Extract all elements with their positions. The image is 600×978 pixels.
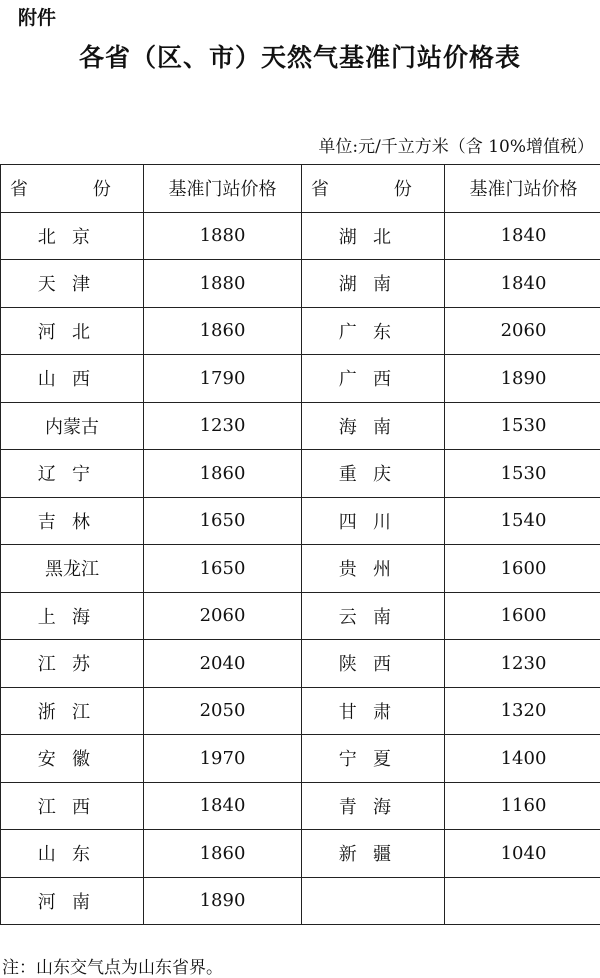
cell-province-left: 辽宁 [1, 450, 144, 498]
cell-price-left: 2050 [144, 687, 302, 735]
table-row [1, 355, 600, 403]
header-province-left: 省 份 [1, 165, 144, 213]
cell-price-right: 1840 [445, 260, 600, 308]
table-row [1, 735, 600, 783]
cell-province-left: 内蒙古 [1, 402, 144, 450]
header-price-left: 基准门站价格 [144, 165, 302, 213]
cell-price-left: 2060 [144, 592, 302, 640]
cell-price-right: 1230 [445, 640, 600, 688]
cell-price-right: 1040 [445, 830, 600, 878]
cell-price-left: 1890 [144, 877, 302, 925]
cell-province-left: 山东 [1, 830, 144, 878]
cell-price-left: 1790 [144, 355, 302, 403]
header-province-right: 省 份 [302, 165, 445, 213]
cell-province-right: 重庆 [302, 450, 445, 498]
table-row [1, 830, 600, 878]
cell-province-left: 安徽 [1, 735, 144, 783]
cell-province-right: 湖北 [302, 212, 445, 260]
cell-price-right: 2060 [445, 307, 600, 355]
table-row [1, 450, 600, 498]
cell-price-right [445, 877, 600, 925]
cell-price-right: 1530 [445, 450, 600, 498]
table-row [1, 687, 600, 735]
cell-province-left: 浙江 [1, 687, 144, 735]
table-row [1, 545, 600, 593]
table-row [1, 402, 600, 450]
cell-province-right: 甘肃 [302, 687, 445, 735]
table-row [1, 307, 600, 355]
price-table [0, 164, 600, 925]
cell-price-left: 1880 [144, 260, 302, 308]
cell-province-left: 天津 [1, 260, 144, 308]
cell-province-right: 贵州 [302, 545, 445, 593]
cell-province-right: 广东 [302, 307, 445, 355]
table-row [1, 640, 600, 688]
cell-price-right: 1600 [445, 592, 600, 640]
cell-province-left: 吉林 [1, 497, 144, 545]
cell-province-left: 北京 [1, 212, 144, 260]
table-header-row [1, 165, 600, 213]
cell-price-right: 1400 [445, 735, 600, 783]
cell-province-right: 青海 [302, 782, 445, 830]
cell-price-right: 1530 [445, 402, 600, 450]
cell-price-right: 1600 [445, 545, 600, 593]
cell-province-left: 江苏 [1, 640, 144, 688]
cell-price-right: 1840 [445, 212, 600, 260]
cell-price-right: 1160 [445, 782, 600, 830]
unit-note: 单位:元/千立方米（含 10%增值税） [318, 132, 594, 157]
attachment-label: 附件 [18, 3, 56, 30]
cell-price-left: 1970 [144, 735, 302, 783]
cell-price-left: 1880 [144, 212, 302, 260]
document-title: 各省（区、市）天然气基准门站价格表 [0, 38, 600, 74]
cell-province-left: 山西 [1, 355, 144, 403]
cell-price-left: 1860 [144, 450, 302, 498]
cell-price-left: 1840 [144, 782, 302, 830]
table-row [1, 782, 600, 830]
cell-price-right: 1320 [445, 687, 600, 735]
cell-price-left: 1650 [144, 545, 302, 593]
header-price-right: 基准门站价格 [445, 165, 600, 213]
footnote: 注：山东交气点为山东省界。 [2, 953, 223, 978]
cell-province-right: 湖南 [302, 260, 445, 308]
cell-price-left: 1650 [144, 497, 302, 545]
cell-price-left: 1860 [144, 307, 302, 355]
cell-province-left: 河南 [1, 877, 144, 925]
cell-price-left: 2040 [144, 640, 302, 688]
cell-province-left: 江西 [1, 782, 144, 830]
cell-province-left: 上海 [1, 592, 144, 640]
table-body [1, 212, 600, 925]
cell-price-left: 1230 [144, 402, 302, 450]
cell-province-left: 黑龙江 [1, 545, 144, 593]
cell-province-right: 海南 [302, 402, 445, 450]
table-row [1, 497, 600, 545]
cell-province-right: 新疆 [302, 830, 445, 878]
cell-province-right [302, 877, 445, 925]
table-row [1, 212, 600, 260]
cell-price-right: 1890 [445, 355, 600, 403]
cell-province-right: 四川 [302, 497, 445, 545]
table-row [1, 592, 600, 640]
cell-province-right: 广西 [302, 355, 445, 403]
cell-province-right: 陕西 [302, 640, 445, 688]
cell-province-left: 河北 [1, 307, 144, 355]
table-row [1, 877, 600, 925]
cell-price-left: 1860 [144, 830, 302, 878]
cell-price-right: 1540 [445, 497, 600, 545]
cell-province-right: 云南 [302, 592, 445, 640]
table-row [1, 260, 600, 308]
cell-province-right: 宁夏 [302, 735, 445, 783]
